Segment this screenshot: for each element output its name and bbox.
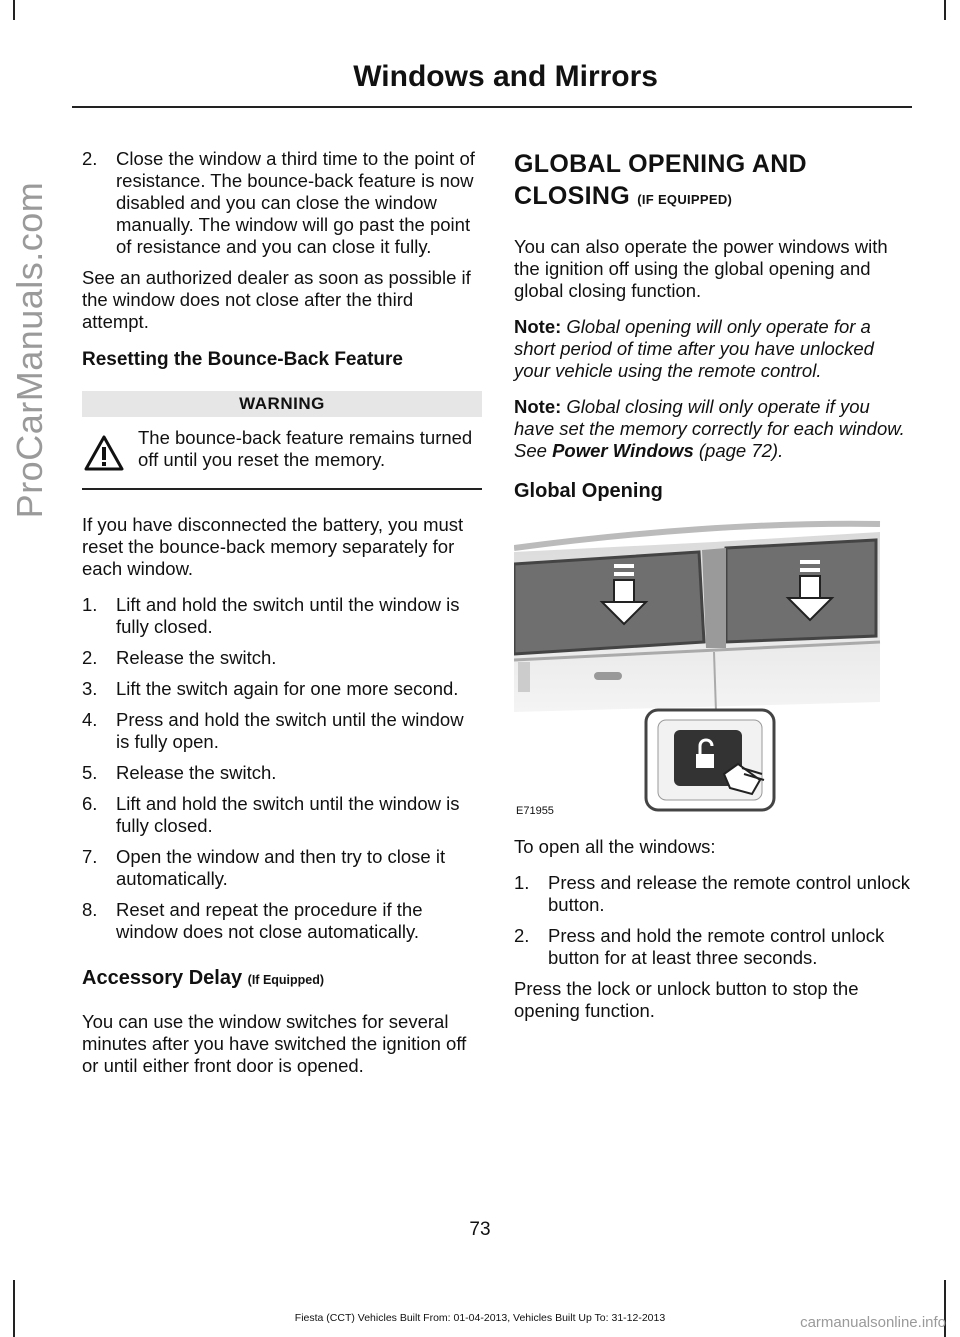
heading-line-1: GLOBAL OPENING AND xyxy=(514,150,807,178)
list-text: Open the window and then try to close it automatically. xyxy=(116,846,446,889)
warning-box xyxy=(82,427,482,490)
list-text: Release the switch. xyxy=(116,647,277,668)
list-item xyxy=(82,678,482,700)
list-number: 2. xyxy=(514,925,530,946)
note-label: Note: xyxy=(514,316,562,337)
footer-vehicle-info: Fiesta (CCT) Vehicles Built From: 01-04-2013, Vehicles Built Up To: 31-12-2013 xyxy=(294,1312,666,1324)
note-label: Note: xyxy=(514,396,562,417)
dealer-paragraph: See an authorized dealer as soon as possible if the window does not close after the third attempt. xyxy=(82,267,471,332)
list-item xyxy=(514,925,910,969)
list-text: Lift and hold the switch until the window is fully closed. xyxy=(116,594,460,637)
list-number: 6. xyxy=(82,793,98,814)
list-item xyxy=(82,793,482,837)
list-text: Lift and hold the switch until the window is fully closed. xyxy=(116,793,460,836)
list-text: Press and hold the switch until the window is fully open. xyxy=(116,709,464,752)
footer-watermark: carmanualsonline.info xyxy=(800,1314,946,1331)
list-text: Release the switch. xyxy=(116,762,277,783)
left-column xyxy=(82,148,482,1091)
note-1 xyxy=(514,316,910,382)
crop-mark xyxy=(13,1280,15,1337)
stop-paragraph: Press the lock or unlock button to stop the opening function. xyxy=(514,978,859,1021)
list-number: 2. xyxy=(82,148,98,169)
heading-line-2-text: CLOSING xyxy=(514,182,630,210)
list-text: Lift the switch again for one more second. xyxy=(116,678,459,699)
figure-id: E71955 xyxy=(516,805,554,817)
car-window-illustration xyxy=(514,512,910,822)
list-number: 2. xyxy=(82,647,98,668)
to-open-paragraph: To open all the windows: xyxy=(514,836,716,857)
header-divider xyxy=(72,106,912,108)
note-text: Global closing will only operate if you have set the memory correctly for each window. See xyxy=(514,396,905,461)
list-text: Reset and repeat the procedure if the window does not close automatically. xyxy=(116,899,423,942)
list-number: 3. xyxy=(82,678,98,699)
page-number: 73 xyxy=(469,1219,491,1240)
accessory-heading-text: Accessory Delay xyxy=(82,967,243,989)
side-watermark xyxy=(2,0,58,700)
global-opening-heading: Global Opening xyxy=(514,480,663,502)
battery-paragraph: If you have disconnected the battery, you must reset the bounce-back memory separately for each window. xyxy=(82,514,464,579)
heading-line-2 xyxy=(514,180,910,216)
list-text: Close the window a third time to the point of resistance. The bounce-back feature is now disabled and you can close the window manually. The window will go past the point of resistance and you can close it fully. xyxy=(116,148,475,257)
list-item xyxy=(82,899,482,943)
list-item xyxy=(82,846,482,890)
list-item xyxy=(82,148,482,258)
warning-text: The bounce-back feature remains turned off until you reset the memory. xyxy=(138,427,473,470)
note-text: Global opening will only operate for a short period of time after you have unlocked your vehicle using the remote control. xyxy=(514,316,874,381)
heading-suffix: (IF EQUIPPED) xyxy=(637,192,733,207)
side-watermark-text: ProCarManuals.com xyxy=(9,181,50,519)
global-opening-closing-heading xyxy=(514,148,910,216)
right-column xyxy=(514,148,910,1036)
intro-paragraph: You can also operate the power windows with the ignition off using the global opening and global closing function. xyxy=(514,236,888,301)
list-item xyxy=(82,762,482,784)
list-item xyxy=(82,647,482,669)
page-section-title: Windows and Mirrors xyxy=(353,60,658,93)
list-text: Press and hold the remote control unlock button for at least three seconds. xyxy=(548,925,885,968)
accessory-heading-suffix: (If Equipped) xyxy=(247,973,325,987)
crop-mark xyxy=(944,0,946,20)
reset-heading: Resetting the Bounce-Back Feature xyxy=(82,349,403,370)
global-opening-illustration xyxy=(514,512,910,822)
list-item xyxy=(82,594,482,638)
warning-triangle-icon xyxy=(82,427,134,476)
list-number: 1. xyxy=(514,872,530,893)
accessory-delay-heading xyxy=(82,967,482,991)
list-number: 1. xyxy=(82,594,98,615)
list-item xyxy=(82,709,482,753)
list-text: Press and release the remote control unlock button. xyxy=(548,872,910,915)
note-2 xyxy=(514,396,910,462)
list-number: 8. xyxy=(82,899,98,920)
power-windows-link[interactable]: Power Windows xyxy=(552,440,694,461)
list-item xyxy=(514,872,910,916)
warning-label: WARNING xyxy=(82,391,482,417)
list-number: 4. xyxy=(82,709,98,730)
accessory-paragraph: You can use the window switches for several minutes after you have switched the ignition off or until either front door is opened. xyxy=(82,1011,467,1076)
list-number: 5. xyxy=(82,762,98,783)
note-text-page: (page 72). xyxy=(698,440,784,461)
list-number: 7. xyxy=(82,846,98,867)
